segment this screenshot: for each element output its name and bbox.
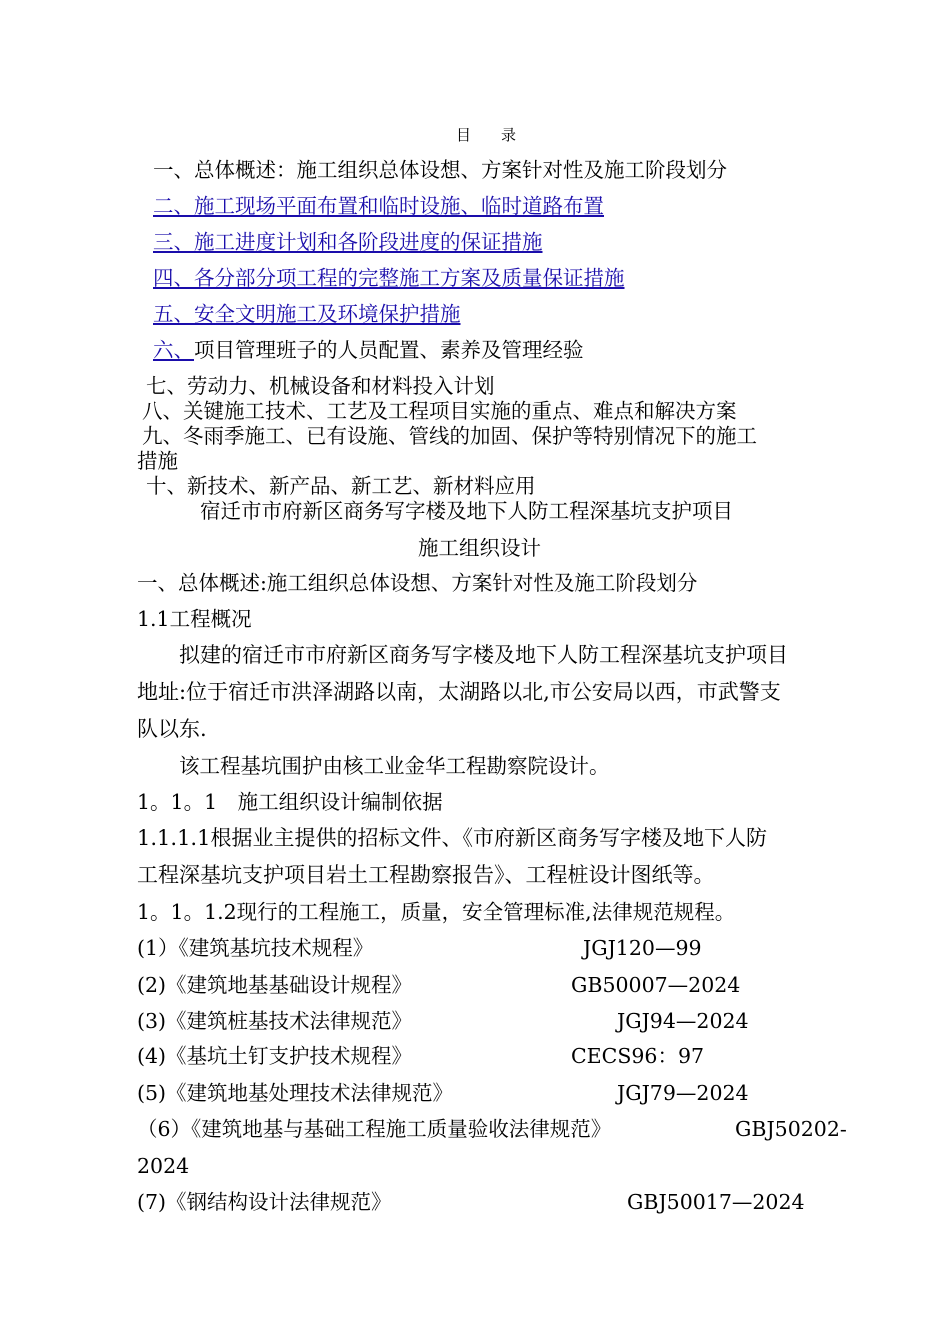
toc-link-3[interactable]: 三、施工进度计划和各阶段进度的保证措施	[153, 230, 543, 254]
paragraph-1-line2: 地址:位于宿迁市洪泽湖路以南，太湖路以北,市公安局以西，市武警支	[137, 680, 781, 704]
toc-item-1: 一、总体概述：施工组织总体设想、方案针对性及施工阶段划分	[153, 158, 727, 182]
doc-title-line2: 施工组织设计	[418, 536, 541, 560]
toc-title: 目 录	[456, 126, 517, 144]
standard-name: (5)《建筑地基处理技术法律规范》	[137, 1081, 454, 1105]
subsection-1-1-1: 1。1。1 施工组织设计编制依据	[137, 790, 443, 814]
standard-code: CECS96：97	[571, 1044, 705, 1068]
toc-link-5[interactable]: 五、安全文明施工及环境保护措施	[153, 302, 461, 326]
standard-code: GBJ50202-	[735, 1117, 847, 1141]
toc-item-10: 十、新技术、新产品、新工艺、新材料应用	[146, 474, 536, 498]
toc-link-6[interactable]: 六、	[153, 338, 194, 362]
standard-code: JGJ120—99	[583, 936, 702, 960]
item-1112: 1。1。1.2现行的工程施工，质量，安全管理标准,法律规范规程。	[137, 900, 736, 924]
toc-item-7: 七、劳动力、机械设备和材料投入计划	[146, 374, 495, 398]
paragraph-1-line1: 拟建的宿迁市市府新区商务写字楼及地下人防工程深基坑支护项目	[179, 643, 788, 667]
standard-name: （6）《建筑地基与基础工程施工质量验收法律规范》	[137, 1117, 612, 1141]
standard-code: JGJ94—2024	[617, 1009, 749, 1033]
item-1111-line2: 工程深基坑支护项目岩土工程勘察报告》、工程桩设计图纸等。	[137, 863, 715, 887]
toc-item-9: 九、冬雨季施工、已有设施、管线的加固、保护等特别情况下的施工	[142, 424, 757, 448]
standard-name: (2)《建筑地基基础设计规程》	[137, 973, 413, 997]
toc-item-8: 八、关键施工技术、工艺及工程项目实施的重点、难点和解决方案	[142, 399, 737, 423]
standard-name: (1）《建筑基坑技术规程》	[137, 936, 374, 960]
paragraph-2: 该工程基坑围护由核工业金华工程勘察院设计。	[179, 754, 610, 778]
toc-item-9-cont: 措施	[137, 449, 178, 473]
standard-name: (4)《基坑土钉支护技术规程》	[137, 1044, 413, 1068]
item-1111-line1: 1.1.1.1根据业主提供的招标文件、《市府新区商务写字楼及地下人防	[137, 826, 767, 850]
subsection-1-1: 1.1工程概况	[137, 607, 252, 631]
paragraph-1-line3: 队以东.	[137, 717, 207, 741]
standard-code: GBJ50017—2024	[627, 1190, 805, 1214]
toc-item-6	[153, 340, 584, 361]
standard-name: (7)《钢结构设计法律规范》	[137, 1190, 392, 1214]
standard-code: JGJ79—2024	[617, 1081, 749, 1105]
doc-title-line1: 宿迁市市府新区商务写字楼及地下人防工程深基坑支护项目	[200, 499, 733, 523]
toc-link-2[interactable]: 二、施工现场平面布置和临时设施、临时道路布置	[153, 194, 604, 218]
toc-item-6-text: 项目管理班子的人员配置、素养及管理经验	[194, 338, 584, 362]
standard-code: GB50007—2024	[571, 973, 741, 997]
standard-name: (3)《建筑桩基技术法律规范》	[137, 1009, 413, 1033]
toc-link-4[interactable]: 四、各分部分项工程的完整施工方案及质量保证措施	[153, 266, 625, 290]
section-heading-1: 一、总体概述:施工组织总体设想、方案针对性及施工阶段划分	[137, 571, 698, 595]
standard-name-cont: 2024	[137, 1154, 190, 1178]
